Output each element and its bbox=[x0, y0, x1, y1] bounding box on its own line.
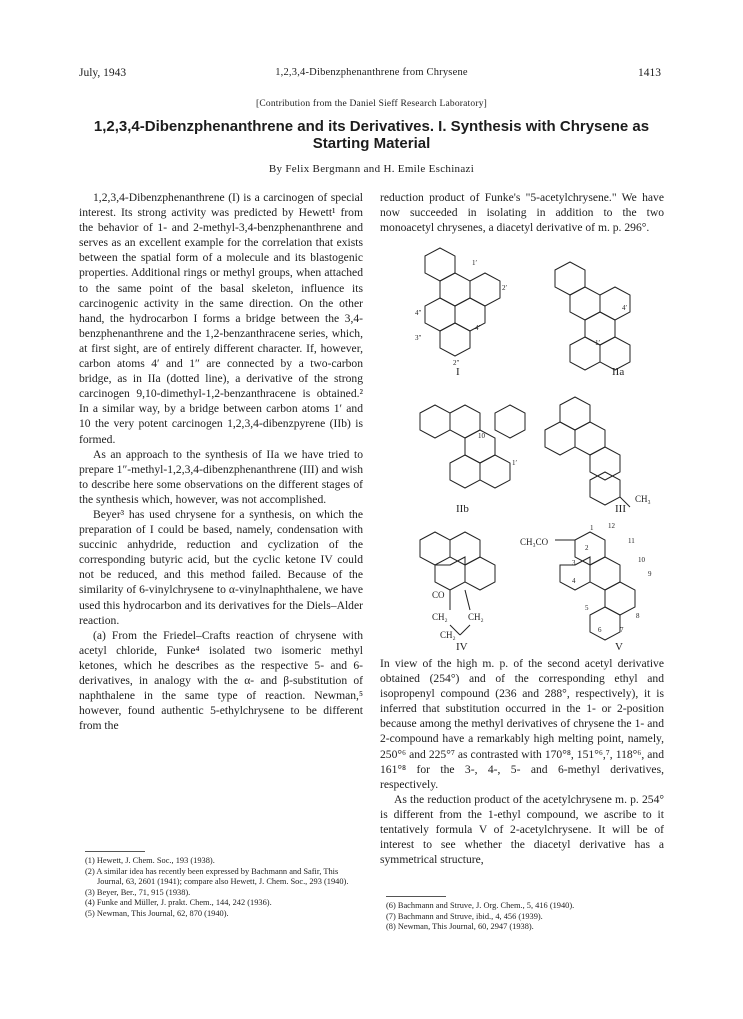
running-title: 1,2,3,4-Dibenzphenanthrene from Chrysene bbox=[275, 67, 468, 78]
label-IIa: IIa bbox=[612, 366, 625, 378]
page-number: 1413 bbox=[638, 67, 661, 79]
position-label: 4 bbox=[572, 577, 576, 585]
footnotes-left bbox=[85, 856, 363, 920]
contribution-line: [Contribution from the Daniel Sieff Research Laboratory] bbox=[255, 99, 488, 109]
position-label: 1′ bbox=[512, 459, 518, 467]
label-acetyl: CH₃CO bbox=[520, 537, 549, 547]
label-ch3: CH₃ bbox=[635, 494, 651, 504]
label-co: CO bbox=[432, 590, 445, 600]
position-label: 12 bbox=[608, 522, 615, 530]
position-label: 9 bbox=[648, 570, 652, 578]
footnote: (4) Funke and Müller, J. prakt. Chem., 144, 242 (1936). bbox=[85, 898, 272, 908]
footnote-rule bbox=[386, 896, 446, 897]
paragraph: In view of the high m. p. of the second acetyl derivative obtained (254°) and of the corresponding ethyl and isopropenyl compound (236 and 288°, respectively), it is inferred that substitution occurred in the 1- or 2-position because among the methyl derivatives of chrysene the 1- and 2-compound have a remarkably high melting point, namely, 250°⁶ and 225°⁷ as contrasted with 170°⁸, 151°⁶,⁷, 118°⁶, and 161°⁸ for the 3-, 4-, 5- and 6-methyl derivatives, respectively. bbox=[380, 657, 664, 791]
structure-I bbox=[425, 248, 500, 356]
position-label: 10 bbox=[478, 432, 485, 440]
paragraph: reduction product of Funke's "5-acetylchrysene." We have now succeeded in isolating in addition to the two monoacetyl chrysenes, a diacetyl derivative of m. p. 296°. bbox=[380, 191, 664, 235]
structure-III bbox=[545, 397, 630, 507]
footnote: (8) Newman, This Journal, 60, 2947 (1938). bbox=[386, 922, 534, 932]
position-label: 4″ bbox=[415, 309, 422, 317]
label-V: V bbox=[615, 641, 623, 653]
structure-IIb bbox=[420, 405, 525, 488]
position-label: 8 bbox=[636, 612, 640, 620]
byline: By Felix Bergmann and H. Emile Eschinazi bbox=[268, 163, 475, 175]
article-title: 1,2,3,4-Dibenzphenanthrene and its Derivatives. I. Synthesis with Chrysene as Starting Material bbox=[93, 118, 650, 152]
position-label: 7 bbox=[620, 626, 624, 634]
label-IV: IV bbox=[456, 641, 468, 653]
paragraph: As the reduction product of the acetylchrysene m. p. 254° is different from the 1-ethyl compound, we ascribe to it tentatively formula V of 2-acetylchrysene. It will be of interest to see whether the diacetyl derivative has a symmetrical structure, bbox=[380, 792, 664, 867]
right-column-bottom bbox=[380, 656, 664, 867]
footnote-rule bbox=[85, 851, 145, 852]
position-label: 1 bbox=[590, 524, 594, 532]
paragraph: 1,2,3,4-Dibenzphenanthrene (I) is a carcinogen of special interest. Its strong activity was predicted by Hewett¹ from the behavior of 1- and 2-methyl-3,4-benzphenanthrene and serves as an excellent example for the correlation that exists between the spatial form of a molecule and its blastogenic properties. Additional rings or methyl groups, when attached to the same point of the basal skeleton, influence its carcinogenic activity in the same direction. On the other hand, the hydrocarbon I forms a bridge between the 3,4-benzphenanthrene and the 1,2-benzanthracene series, which, at first sight, are of entirely different character. If, however, carbon atoms 4′ and 1″ are connected by a two-carbon bridge, as in IIa (dotted line), a derivative of the strong carcinogen 9,10-dimethyl-1,2-benzanthracene is obtained.² In a similar way, by a bridge between carbon atoms 1′ and 10 the very potent carcinogen 1,2,3,4-dibenzpyrene (IIb) is formed. bbox=[79, 191, 363, 446]
right-column-top bbox=[380, 190, 664, 235]
footnote: (2) A similar idea has recently been expressed by Bachmann and Safir, This Journal, 63, 2601 (1941); compare also Hewett, J. Chem. Soc., 293 (1940). bbox=[85, 866, 349, 887]
position-label: 3 bbox=[572, 559, 576, 567]
structure-V bbox=[555, 532, 635, 640]
structure-figures bbox=[380, 240, 670, 660]
label-I: I bbox=[456, 366, 460, 378]
position-label: 2′ bbox=[502, 284, 508, 292]
position-label: 1′ bbox=[472, 259, 478, 267]
header-date: July, 1943 bbox=[79, 67, 127, 79]
label-ch2: CH₂ bbox=[440, 630, 456, 640]
position-label: 10 bbox=[638, 556, 645, 564]
footnote: (1) Hewett, J. Chem. Soc., 193 (1938). bbox=[85, 856, 215, 865]
position-label: 11 bbox=[628, 537, 635, 545]
paragraph: As an approach to the synthesis of IIa we have tried to prepare 1″-methyl-1,2,3,4-dibenzphenanthrene (III) and wish to describe here some observations on the different stages of the synthesis which, however, was not accomplished. bbox=[79, 447, 363, 506]
footnote: (3) Beyer, Ber., 71, 915 (1938). bbox=[85, 887, 191, 897]
position-label: 4′ bbox=[475, 324, 481, 332]
position-label: 3″ bbox=[415, 334, 422, 342]
paragraph: Beyer³ has used chrysene for a synthesis, on which the preparation of I could be based, namely, condensation with succinic anhydride, reduction and cyclization of the corresponding butyric acid, but the cyclic ketone IV could not be reduced, and this method failed. Because of the similarity of 6-vinylchrysene to α-vinylnaphthalene, we have used this hydrocarbon and its derivatives for the Diels–Alder reaction. bbox=[79, 507, 363, 627]
label-ch2: CH₂ bbox=[468, 612, 484, 622]
position-label: 1′ bbox=[595, 339, 601, 347]
footnote: (6) Bachmann and Struve, J. Org. Chem., 5, 416 (1940). bbox=[386, 901, 575, 910]
footnote: (7) Bachmann and Struve, ibid., 4, 456 (1939). bbox=[386, 911, 543, 921]
position-label: 4′ bbox=[622, 304, 628, 312]
position-label: 2″ bbox=[453, 359, 460, 367]
left-column bbox=[79, 190, 363, 733]
label-ch2: CH₂ bbox=[432, 612, 448, 622]
footnotes-right bbox=[386, 901, 664, 933]
position-label: 5 bbox=[585, 604, 589, 612]
paragraph: (a) From the Friedel–Crafts reaction of chrysene with acetyl chloride, Funke⁴ isolated two isomeric methyl ketones, which he describes as the respective 5- and 6-derivatives, in analogy with the α- and β-substitution of naphthalene in the same type of reaction. Newman,⁵ however, found authentic 5-ethylchrysene to be different from the bbox=[79, 628, 363, 733]
footnote: (5) Newman, This Journal, 62, 870 (1940). bbox=[85, 908, 229, 918]
position-label: 2 bbox=[585, 544, 589, 552]
position-label: 6 bbox=[598, 626, 602, 634]
structure-IIa bbox=[555, 262, 630, 370]
label-IIb: IIb bbox=[456, 503, 469, 515]
label-III: III bbox=[615, 503, 626, 515]
